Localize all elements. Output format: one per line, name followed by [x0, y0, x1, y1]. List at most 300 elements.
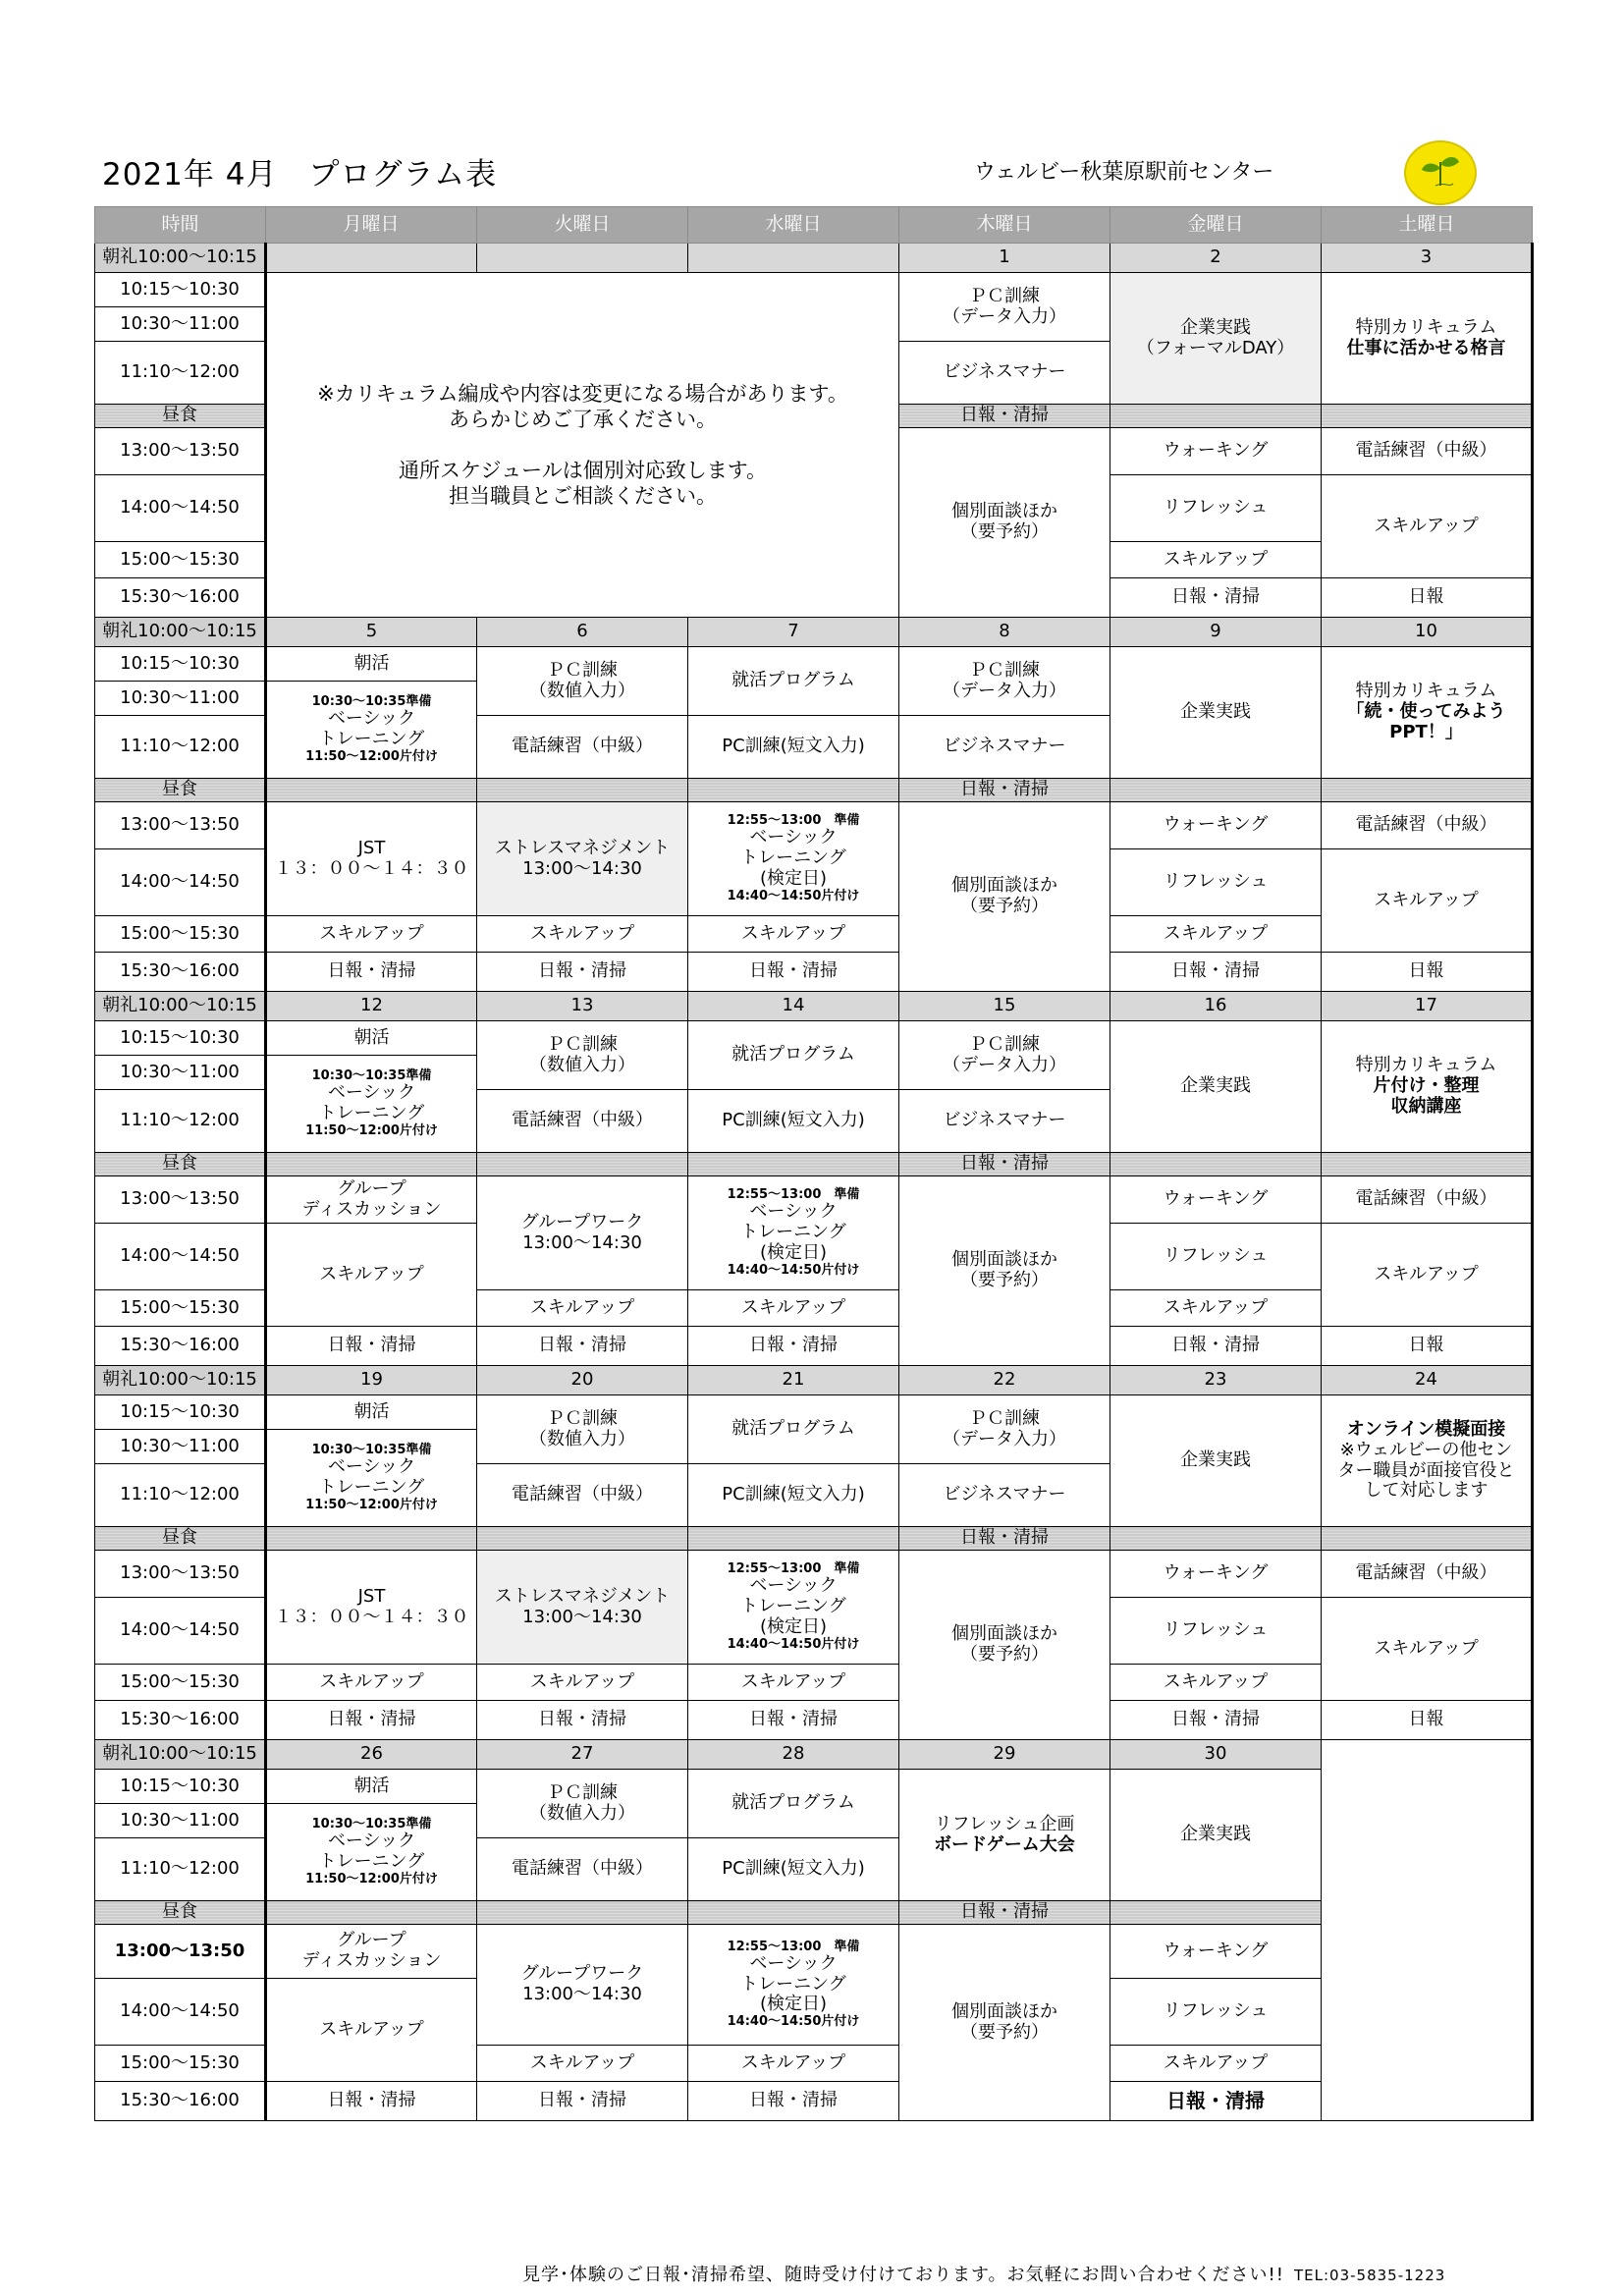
time-label: 15:00～15:30: [95, 1290, 266, 1327]
col-header-wed: 水曜日: [688, 207, 899, 244]
program-text: 10:30～10:35準備: [311, 1817, 432, 1832]
program-cell: リフレッシュ: [1110, 1598, 1322, 1665]
program-cell: PC訓練(短文入力): [688, 1838, 899, 1901]
date-cell: 29: [899, 1740, 1110, 1770]
lunch-cell: [266, 1153, 477, 1176]
program-cell: 電話練習（中級）: [1322, 428, 1533, 475]
time-label: 11:10～12:00: [95, 1838, 266, 1901]
program-text: ター職員が面接官役と: [1337, 1459, 1515, 1481]
footer-text: 見学･体験のご日報･清掃希望、随時受け付けております。お気軽にお問い合わせください!!: [522, 2265, 1284, 2285]
program-cell: リフレッシュ: [1110, 475, 1322, 542]
time-row: [95, 1701, 1533, 1740]
program-cell: 日報・清掃: [1110, 2082, 1322, 2121]
program-cell: 電話練習（中級）: [1322, 1176, 1533, 1224]
program-text: JST: [357, 837, 386, 858]
col-header-fri: 金曜日: [1110, 207, 1322, 244]
program-text: （要予約）: [960, 521, 1049, 542]
program-cell: スキルアップ: [266, 916, 477, 953]
lunch-cell: [477, 1527, 688, 1551]
program-cell: スキルアップ: [266, 1224, 477, 1327]
lunch-label: 昼食: [95, 1527, 266, 1551]
program-cell: ビジネスマナー: [899, 1464, 1110, 1527]
program-cell: ウォーキング: [1110, 1551, 1322, 1598]
time-label: 13:00～13:50: [95, 1925, 266, 1979]
time-label: 10:30～11:00: [95, 682, 266, 716]
program-cell: スキルアップ: [1110, 1665, 1322, 1701]
time-row: [95, 1770, 1533, 1804]
program-cell: 朝活: [266, 1770, 477, 1804]
program-text: ＰＣ訓練: [969, 285, 1040, 306]
program-text: 個別面談ほか: [951, 1249, 1057, 1271]
program-cell: ビジネスマナー: [899, 1090, 1110, 1153]
program-text: 14:40～14:50片付け: [727, 2014, 860, 2030]
program-text: １３：００～１４：３０: [274, 857, 469, 879]
time-label: 11:10～12:00: [95, 342, 266, 405]
program-cell: [899, 1395, 1110, 1464]
program-cell: 就活プログラム: [688, 1770, 899, 1838]
program-cell: [266, 1430, 477, 1527]
time-label: 13:00～13:50: [95, 802, 266, 849]
program-cell: スキルアップ: [1322, 475, 1533, 578]
time-label: 15:00～15:30: [95, 542, 266, 578]
program-text: ベーシック: [327, 1082, 416, 1104]
week2-date-row: [95, 618, 1533, 647]
program-cell: スキルアップ: [1110, 1290, 1322, 1327]
date-cell: 20: [477, 1366, 688, 1395]
date-cell: 10: [1322, 618, 1533, 647]
program-cell: [266, 802, 477, 916]
lunch-cell: [1110, 779, 1322, 802]
lunch-cell: [477, 1901, 688, 1925]
notice-cell: [266, 273, 899, 618]
date-cell: 16: [1110, 992, 1322, 1021]
program-cell: [477, 1551, 688, 1665]
program-cell: 日報・清掃: [477, 1327, 688, 1366]
program-text: 片付け・整理: [1373, 1075, 1480, 1097]
program-cell: [477, 1770, 688, 1838]
program-text: （数値入力）: [529, 1428, 635, 1449]
program-text: 10:30～10:35準備: [311, 694, 432, 710]
program-text: グループワーク: [520, 1963, 644, 1985]
program-cell: 就活プログラム: [688, 647, 899, 716]
program-text: リフレッシュ企画: [934, 1813, 1075, 1834]
date-cell: 28: [688, 1740, 899, 1770]
program-text: ストレスマネジメント: [494, 837, 671, 858]
footer-note: [522, 2261, 1445, 2286]
chorei-label: 朝礼10:00～10:15: [95, 244, 266, 273]
program-text: グループ: [337, 1177, 406, 1199]
program-text: （数値入力）: [529, 1802, 635, 1824]
date-cell: 21: [688, 1366, 899, 1395]
chorei-label: 朝礼10:00～10:15: [95, 1366, 266, 1395]
program-cell: [477, 1021, 688, 1090]
lunch-row: [95, 1153, 1533, 1176]
program-cell: 日報・清掃: [688, 2082, 899, 2121]
program-cell: 日報・清掃: [266, 1701, 477, 1740]
col-header-time: 時間: [95, 207, 266, 244]
program-cell: ビジネスマナー: [899, 716, 1110, 779]
program-text: 12:55～13:00 準備: [727, 813, 860, 829]
time-label: 11:10～12:00: [95, 1464, 266, 1527]
date-cell: 27: [477, 1740, 688, 1770]
lunch-cell: [1110, 1527, 1322, 1551]
program-cell: スキルアップ: [266, 1979, 477, 2082]
program-cell: スキルアップ: [266, 1665, 477, 1701]
time-row: [95, 1551, 1533, 1598]
time-label: 11:10～12:00: [95, 1090, 266, 1153]
program-cell: リフレッシュ: [1110, 849, 1322, 916]
time-label: 15:00～15:30: [95, 916, 266, 953]
program-text: 12:55～13:00 準備: [727, 1939, 860, 1954]
program-cell: [899, 428, 1110, 618]
program-text: (検定日): [759, 1615, 828, 1637]
program-cell: [477, 647, 688, 716]
time-label: 14:00～14:50: [95, 1598, 266, 1665]
time-row: [95, 1021, 1533, 1056]
program-cell: [899, 1176, 1110, 1366]
lunch-cell: 日報・清掃: [899, 1901, 1110, 1925]
program-cell: [899, 1925, 1110, 2121]
program-text: トレーニング: [740, 1222, 846, 1243]
time-label: 14:00～14:50: [95, 1224, 266, 1290]
program-text: 「続・使ってみよう: [1346, 701, 1506, 723]
col-header-thu: 木曜日: [899, 207, 1110, 244]
program-cell: 朝活: [266, 1021, 477, 1056]
program-cell: スキルアップ: [477, 916, 688, 953]
program-cell: PC訓練(短文入力): [688, 716, 899, 779]
time-row: [95, 2082, 1533, 2121]
program-text: ディスカッション: [301, 1950, 442, 1971]
program-text: ベーシック: [327, 708, 416, 730]
program-cell: スキルアップ: [1322, 1224, 1533, 1327]
time-row: [95, 953, 1533, 992]
lunch-cell: [1322, 1153, 1533, 1176]
program-cell: 電話練習（中級）: [477, 1090, 688, 1153]
program-cell: [688, 1551, 899, 1665]
week4-date-row: [95, 1366, 1533, 1395]
program-text: 13:00～14:30: [522, 1231, 642, 1253]
program-cell: [266, 1551, 477, 1665]
lunch-cell: [266, 1901, 477, 1925]
program-text: （フォーマルDAY）: [1136, 337, 1295, 358]
program-cell: PC訓練(短文入力): [688, 1464, 899, 1527]
lunch-cell: [266, 1527, 477, 1551]
header-row: [95, 207, 1533, 244]
date-cell: 1: [899, 244, 1110, 273]
logo: [1404, 140, 1477, 205]
program-cell: 朝活: [266, 1395, 477, 1430]
program-cell: ウォーキング: [1110, 428, 1322, 475]
program-text: 特別カリキュラム: [1355, 681, 1497, 702]
footer-tel: TEL:03-5835-1223: [1294, 2267, 1446, 2284]
program-text: トレーニング: [318, 1103, 425, 1123]
program-cell: [1322, 1021, 1533, 1153]
program-text: 11:50～12:00片付け: [305, 1871, 438, 1886]
lunch-label: 昼食: [95, 405, 266, 428]
lunch-label: 昼食: [95, 1153, 266, 1176]
program-cell: 就活プログラム: [688, 1021, 899, 1090]
program-cell: 日報・清掃: [266, 953, 477, 992]
program-cell: [899, 647, 1110, 716]
program-text: （数値入力）: [529, 1054, 635, 1075]
program-text: トレーニング: [318, 1477, 425, 1498]
time-label: 15:30～16:00: [95, 1701, 266, 1740]
program-cell: スキルアップ: [1322, 849, 1533, 953]
program-text: ＰＣ訓練: [547, 1407, 618, 1429]
program-text: 個別面談ほか: [951, 2000, 1057, 2022]
time-row: [95, 802, 1533, 849]
program-text: 特別カリキュラム: [1355, 1055, 1497, 1076]
lunch-cell: [266, 779, 477, 802]
program-text: ＰＣ訓練: [547, 1781, 618, 1803]
program-cell: 電話練習（中級）: [477, 1464, 688, 1527]
program-text: トレーニング: [318, 729, 425, 749]
time-label: 10:15～10:30: [95, 273, 266, 307]
program-text: ボードゲーム大会: [934, 1833, 1075, 1855]
program-cell: [477, 1395, 688, 1464]
program-cell: [1110, 273, 1322, 405]
program-text: 個別面談ほか: [951, 1623, 1057, 1645]
time-row: [95, 273, 1533, 307]
chorei-label: 朝礼10:00～10:15: [95, 618, 266, 647]
program-cell: リフレッシュ: [1110, 1979, 1322, 2046]
notice-line: 担当職員とご相談ください。: [449, 484, 717, 509]
date-cell: 14: [688, 992, 899, 1021]
program-text: 10:30～10:35準備: [311, 1068, 432, 1084]
program-text: ＰＣ訓練: [969, 1033, 1040, 1055]
lunch-label: 昼食: [95, 779, 266, 802]
program-cell: 日報・清掃: [266, 1327, 477, 1366]
program-cell: [266, 1176, 477, 1224]
program-text: （数値入力）: [529, 680, 635, 701]
program-cell: スキルアップ: [688, 1665, 899, 1701]
week5-date-row: [95, 1740, 1533, 1770]
empty-cell: [1322, 1740, 1533, 2121]
program-text: オンライン模擬面接: [1346, 1419, 1506, 1441]
program-cell: [266, 1056, 477, 1153]
program-cell: [1322, 1395, 1533, 1527]
lunch-cell: [1322, 405, 1533, 428]
program-cell: 企業実践: [1110, 1770, 1322, 1901]
lunch-cell: [688, 779, 899, 802]
time-label: 13:00～13:50: [95, 1551, 266, 1598]
program-cell: [899, 802, 1110, 992]
program-text: グループワーク: [520, 1211, 644, 1232]
program-cell: 日報: [1322, 578, 1533, 618]
program-cell: 日報: [1322, 1701, 1533, 1740]
col-header-mon: 月曜日: [266, 207, 477, 244]
program-text: 13:00～14:30: [522, 1606, 642, 1627]
program-text: ベーシック: [749, 1201, 838, 1223]
program-text: （要予約）: [960, 1270, 1049, 1290]
program-text: 企業実践: [1180, 316, 1251, 338]
date-cell: 15: [899, 992, 1110, 1021]
time-label: 10:30～11:00: [95, 1056, 266, 1090]
program-cell: 電話練習（中級）: [477, 1838, 688, 1901]
date-cell: 6: [477, 618, 688, 647]
program-text: （データ入力）: [943, 1054, 1066, 1075]
program-text: （データ入力）: [943, 680, 1066, 701]
program-cell: 就活プログラム: [688, 1395, 899, 1464]
time-row: [95, 1665, 1533, 1701]
program-cell: [266, 1804, 477, 1901]
program-text: ベーシック: [327, 1456, 416, 1478]
program-cell: ウォーキング: [1110, 1925, 1322, 1979]
date-cell: [266, 244, 477, 273]
program-text: 個別面談ほか: [951, 875, 1057, 897]
program-text: トレーニング: [740, 1973, 846, 1995]
program-cell: [477, 1925, 688, 2046]
time-label: 10:15～10:30: [95, 647, 266, 682]
program-text: １３：００～１４：３０: [274, 1606, 469, 1627]
program-cell: 日報: [1322, 1327, 1533, 1366]
time-label: 10:15～10:30: [95, 1395, 266, 1430]
time-row: [95, 1395, 1533, 1430]
date-cell: 2: [1110, 244, 1322, 273]
program-cell: [899, 273, 1110, 342]
program-cell: 電話練習（中級）: [1322, 802, 1533, 849]
lunch-row: [95, 1527, 1533, 1551]
program-cell: リフレッシュ: [1110, 1224, 1322, 1290]
time-label: 10:15～10:30: [95, 1021, 266, 1056]
lunch-row: [95, 779, 1533, 802]
program-text: ベーシック: [327, 1831, 416, 1852]
program-text: 10:30～10:35準備: [311, 1443, 432, 1458]
program-cell: スキルアップ: [477, 1290, 688, 1327]
program-cell: 日報・清掃: [477, 953, 688, 992]
time-label: 10:15～10:30: [95, 1770, 266, 1804]
program-cell: スキルアップ: [688, 1290, 899, 1327]
notice-line: 通所スケジュールは個別対応致します。: [398, 459, 768, 482]
program-text: (検定日): [759, 867, 828, 889]
date-cell: 19: [266, 1366, 477, 1395]
program-text: 特別カリキュラム: [1355, 316, 1497, 338]
time-label: 15:00～15:30: [95, 1665, 266, 1701]
date-cell: 24: [1322, 1366, 1533, 1395]
program-cell: スキルアップ: [1322, 1598, 1533, 1701]
program-text: 11:50～12:00片付け: [305, 748, 438, 764]
program-cell: スキルアップ: [1110, 542, 1322, 578]
program-text: 14:40～14:50片付け: [727, 1636, 860, 1652]
notice-line: あらかじめご了承ください。: [449, 407, 717, 431]
date-cell: [688, 244, 899, 273]
date-cell: [477, 244, 688, 273]
program-text: ＰＣ訓練: [547, 1033, 618, 1055]
program-cell: 企業実践: [1110, 647, 1322, 779]
program-cell: スキルアップ: [477, 1665, 688, 1701]
program-cell: [266, 1925, 477, 1979]
program-cell: スキルアップ: [688, 2046, 899, 2082]
program-cell: 日報: [1322, 953, 1533, 992]
lunch-cell: [1110, 1153, 1322, 1176]
time-row: [95, 916, 1533, 953]
chorei-label: 朝礼10:00～10:15: [95, 992, 266, 1021]
lunch-row: [95, 1901, 1533, 1925]
program-text: 12:55～13:00 準備: [727, 1187, 860, 1203]
lunch-label: 昼食: [95, 1901, 266, 1925]
program-cell: [899, 1021, 1110, 1090]
program-text: ※ウェルビーの他セン: [1339, 1439, 1513, 1460]
program-cell: 朝活: [266, 647, 477, 682]
program-cell: [688, 1925, 899, 2046]
date-cell: 22: [899, 1366, 1110, 1395]
notice-line: ※カリキュラム編成や内容は変更になる場合があります。: [317, 381, 848, 406]
time-label: 15:00～15:30: [95, 2046, 266, 2082]
date-cell: 30: [1110, 1740, 1322, 1770]
program-cell: ビジネスマナー: [899, 342, 1110, 405]
program-cell: ウォーキング: [1110, 802, 1322, 849]
program-table: [94, 206, 1534, 2121]
program-text: トレーニング: [318, 1851, 425, 1872]
program-text: 14:40～14:50片付け: [727, 1262, 860, 1278]
time-label: 14:00～14:50: [95, 475, 266, 542]
program-text: （要予約）: [960, 1644, 1049, 1665]
program-text: 11:50～12:00片付け: [305, 1497, 438, 1512]
program-text: ベーシック: [749, 827, 838, 848]
lunch-cell: 日報・清掃: [899, 405, 1110, 428]
lunch-cell: [688, 1901, 899, 1925]
lunch-cell: [688, 1527, 899, 1551]
program-cell: スキルアップ: [688, 916, 899, 953]
time-label: 15:30～16:00: [95, 578, 266, 618]
program-cell: [477, 802, 688, 916]
program-cell: [1322, 647, 1533, 779]
program-text: 11:50～12:00片付け: [305, 1122, 438, 1138]
chorei-label: 朝礼10:00～10:15: [95, 1740, 266, 1770]
col-header-sat: 土曜日: [1322, 207, 1533, 244]
week3-date-row: [95, 992, 1533, 1021]
lunch-cell: [477, 779, 688, 802]
time-label: 14:00～14:50: [95, 849, 266, 916]
time-label: 13:00～13:50: [95, 428, 266, 475]
program-cell: 日報・清掃: [1110, 953, 1322, 992]
program-text: 14:40～14:50片付け: [727, 888, 860, 903]
program-cell: スキルアップ: [477, 2046, 688, 2082]
program-cell: スキルアップ: [1110, 916, 1322, 953]
lunch-cell: 日報・清掃: [899, 779, 1110, 802]
program-cell: [477, 1176, 688, 1290]
program-cell: [1322, 273, 1533, 405]
week1-date-row: [95, 244, 1533, 273]
program-cell: 日報・清掃: [688, 953, 899, 992]
program-cell: [266, 682, 477, 779]
program-cell: 日報・清掃: [1110, 578, 1322, 618]
program-text: （データ入力）: [943, 305, 1066, 327]
program-cell: [899, 1551, 1110, 1740]
program-text: (検定日): [759, 1241, 828, 1263]
program-text: ディスカッション: [301, 1198, 442, 1220]
time-row: [95, 1925, 1533, 1979]
program-text: 13:00～14:30: [522, 857, 642, 879]
time-row: [95, 1327, 1533, 1366]
time-label: 15:30～16:00: [95, 1327, 266, 1366]
date-cell: 23: [1110, 1366, 1322, 1395]
program-text: PPT！」: [1389, 721, 1463, 742]
lunch-cell: [477, 1153, 688, 1176]
time-row: [95, 647, 1533, 682]
time-label: 10:30～11:00: [95, 307, 266, 342]
program-cell: [688, 802, 899, 916]
time-label: 13:00～13:50: [95, 1176, 266, 1224]
program-text: ストレスマネジメント: [494, 1585, 671, 1607]
program-text: 収納講座: [1390, 1095, 1462, 1117]
time-row: [95, 1176, 1533, 1224]
col-header-tue: 火曜日: [477, 207, 688, 244]
time-label: 10:30～11:00: [95, 1430, 266, 1464]
lunch-cell: 日報・清掃: [899, 1527, 1110, 1551]
time-label: 11:10～12:00: [95, 716, 266, 779]
program-text: （要予約）: [960, 2021, 1049, 2043]
